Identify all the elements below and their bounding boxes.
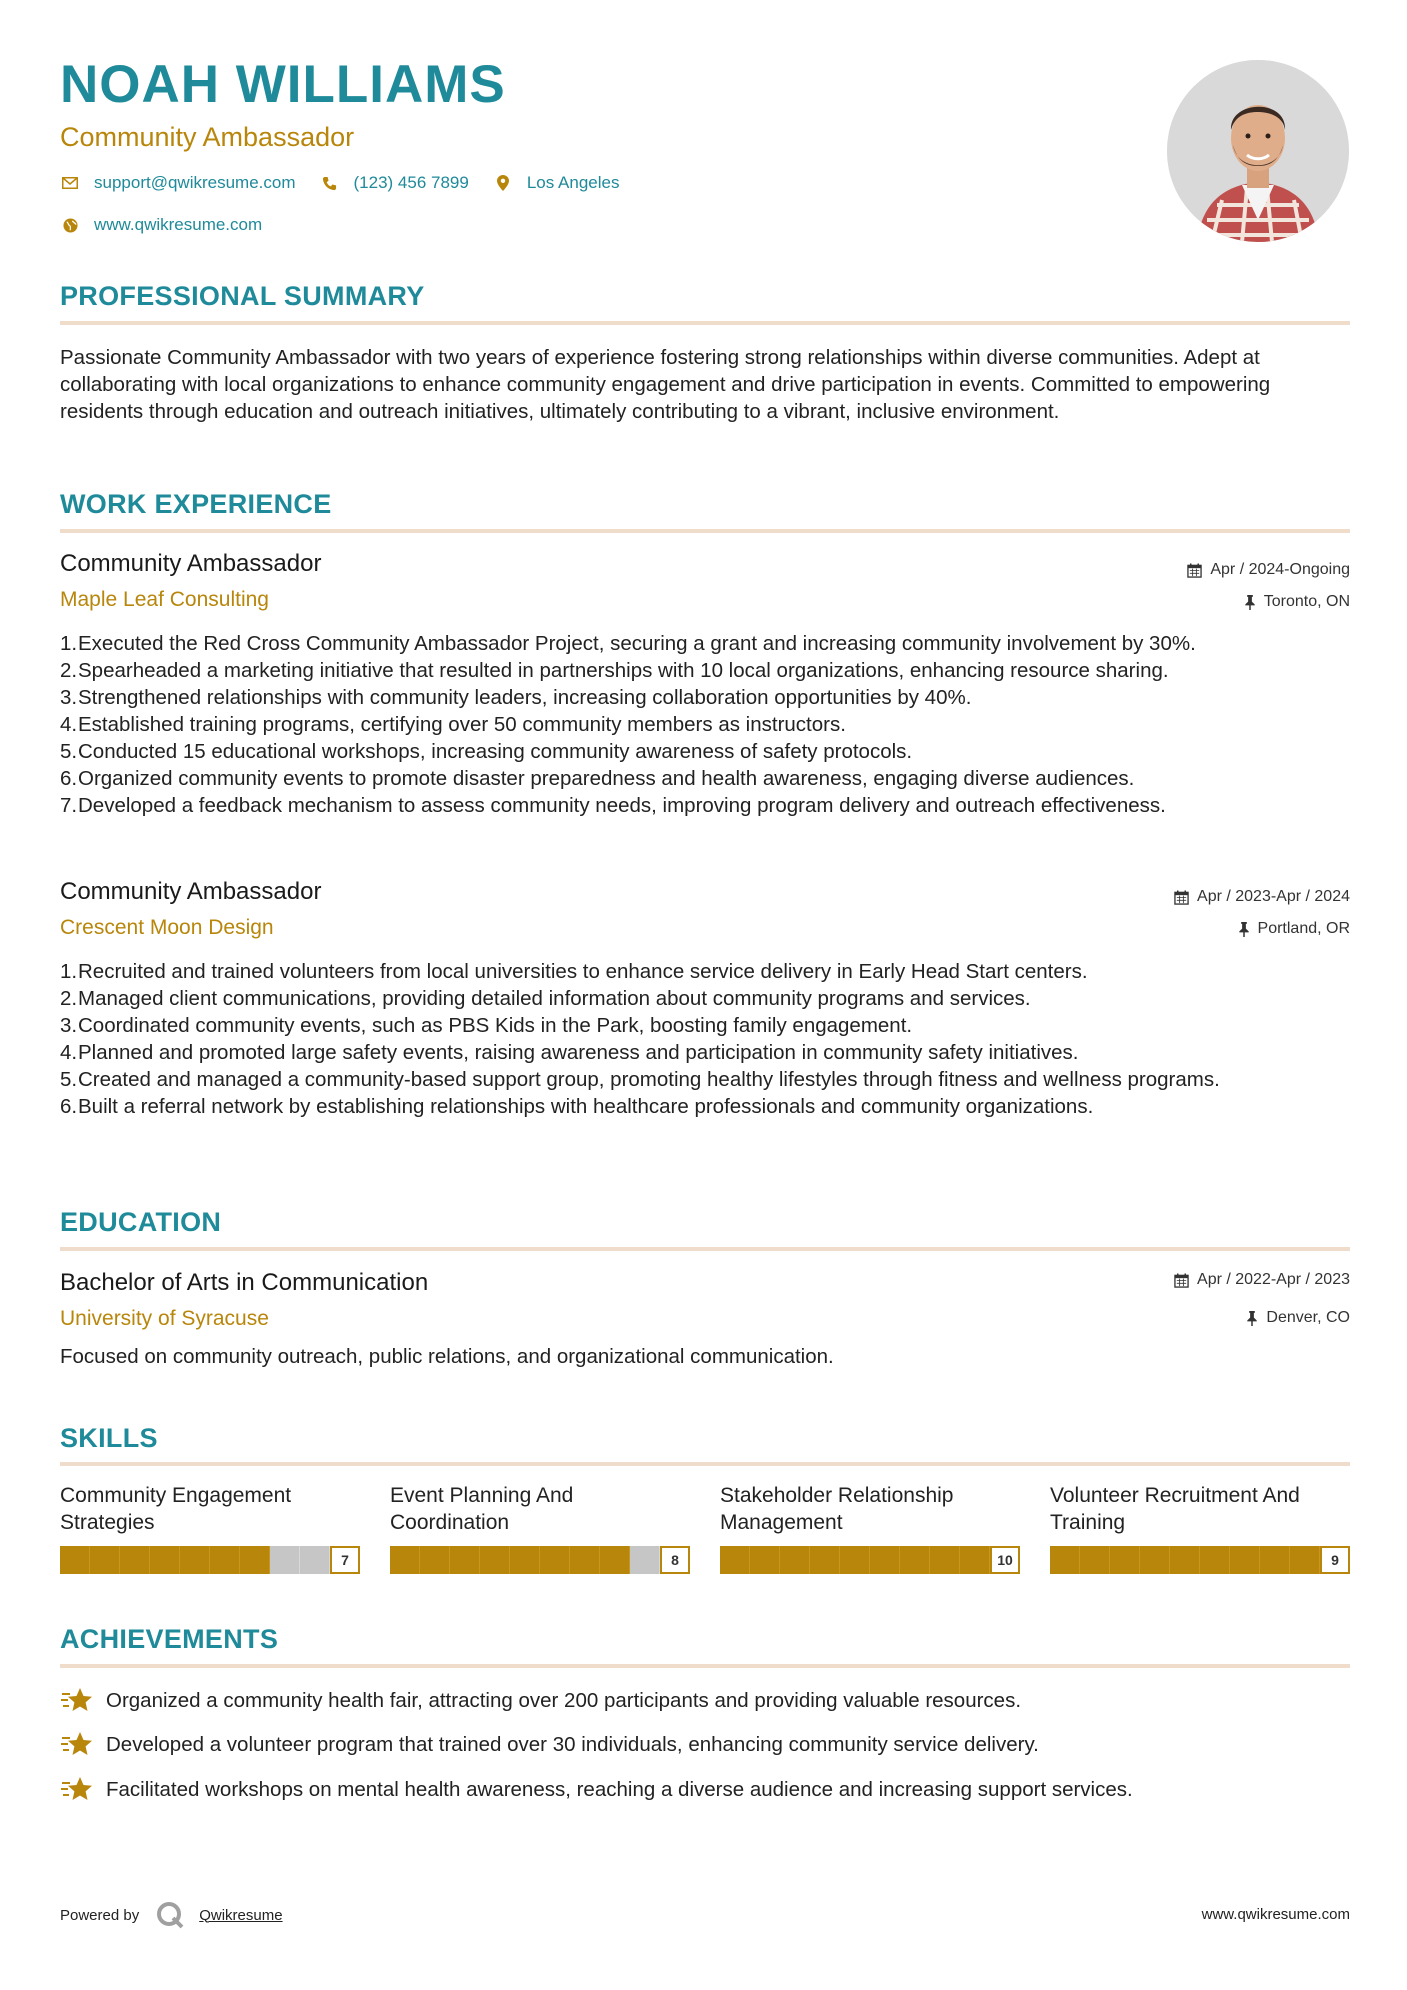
list-item: 6. Organized community events to promote disaster preparedness and health awareness, engaging diverse audiences. xyxy=(60,767,1135,790)
job-location xyxy=(1244,593,1350,611)
globe-icon xyxy=(60,215,80,235)
skill-bar xyxy=(390,1546,690,1574)
skill-segment xyxy=(240,1546,270,1574)
skill-segment xyxy=(90,1546,120,1574)
skills-divider xyxy=(60,1462,1350,1466)
skill-level-badge: 9 xyxy=(1320,1546,1350,1574)
contact-row-1 xyxy=(60,173,643,193)
skill-item xyxy=(390,1482,690,1574)
list-item: 4. Established training programs, certifying over 50 community members as instructors. xyxy=(60,713,846,736)
profile-photo xyxy=(1167,60,1349,242)
education-description: Focused on community outreach, public relations, and organizational communication. xyxy=(60,1345,834,1368)
skill-segment xyxy=(180,1546,210,1574)
skill-segment xyxy=(420,1546,450,1574)
skill-bar xyxy=(60,1546,360,1574)
job-dates-text: Apr / 2024-Ongoing xyxy=(1210,561,1350,578)
skill-segment xyxy=(480,1546,510,1574)
list-item: 1. Recruited and trained volunteers from local universities to enhance service delivery in Early Head Start centers. xyxy=(60,960,1088,983)
contact-row-2 xyxy=(60,215,286,235)
list-item: 6. Built a referral network by establishing relationships with healthcare professionals and community organizations. xyxy=(60,1095,1094,1118)
skill-segment xyxy=(1260,1546,1290,1574)
skill-segment xyxy=(570,1546,600,1574)
education-location xyxy=(1246,1309,1350,1327)
skill-item xyxy=(60,1482,360,1574)
qwikresume-link[interactable]: Qwikresume xyxy=(199,1906,283,1924)
achievement-text: Facilitated workshops on mental health awareness, reaching a diverse audience and increasing support services. xyxy=(106,1778,1133,1801)
skill-segment xyxy=(1080,1546,1110,1574)
pushpin-icon xyxy=(1238,922,1250,937)
job-dates xyxy=(1174,888,1350,906)
skill-segment xyxy=(900,1546,930,1574)
summary-divider xyxy=(60,321,1350,325)
skill-segment xyxy=(840,1546,870,1574)
list-item: 2. Spearheaded a marketing initiative that resulted in partnerships with 10 local organizations, enhancing resource sharing. xyxy=(60,659,1169,682)
skill-label: Stakeholder Relationship Management xyxy=(720,1484,954,1534)
calendar-icon xyxy=(1187,563,1202,578)
job-title: Community Ambassador xyxy=(60,550,322,577)
achievement-item xyxy=(60,1686,1021,1716)
skill-bar xyxy=(720,1546,1020,1574)
skill-bar xyxy=(1050,1546,1350,1574)
email-text: support@qwikresume.com xyxy=(94,173,296,192)
job-bullets xyxy=(60,630,1350,819)
skill-segment xyxy=(630,1546,660,1574)
skill-level-badge: 8 xyxy=(660,1546,690,1574)
skill-segment xyxy=(960,1546,990,1574)
list-item: 1. Executed the Red Cross Community Ambassador Project, securing a grant and increasing community involvement by 30%. xyxy=(60,632,1196,655)
skill-segment xyxy=(1140,1546,1170,1574)
school-name: University of Syracuse xyxy=(60,1307,269,1330)
degree-title: Bachelor of Arts in Communication xyxy=(60,1269,429,1296)
powered-by-label: Powered by xyxy=(60,1906,140,1924)
skill-segment xyxy=(1290,1546,1320,1574)
achievement-item xyxy=(60,1730,1039,1760)
skill-segment xyxy=(450,1546,480,1574)
skill-level-badge: 10 xyxy=(990,1546,1020,1574)
skill-segment xyxy=(870,1546,900,1574)
contact-phone[interactable] xyxy=(320,173,469,193)
skill-segment xyxy=(210,1546,240,1574)
list-item: 7. Developed a feedback mechanism to assess community needs, improving program delivery and outreach effectiveness. xyxy=(60,794,1166,817)
location-text: Los Angeles xyxy=(526,173,620,192)
skill-segment xyxy=(120,1546,150,1574)
pushpin-icon xyxy=(1244,595,1256,610)
job-dates-text: Apr / 2023-Apr / 2024 xyxy=(1197,888,1350,905)
education-heading: EDUCATION xyxy=(60,1207,222,1237)
achievements-divider xyxy=(60,1664,1350,1668)
experience-heading: WORK EXPERIENCE xyxy=(60,489,332,519)
achievement-item xyxy=(60,1775,1133,1805)
experience-divider xyxy=(60,529,1350,533)
education-dates xyxy=(1174,1271,1350,1289)
phone-icon xyxy=(320,173,340,193)
skill-segment xyxy=(1110,1546,1140,1574)
skill-segment xyxy=(930,1546,960,1574)
skill-segment xyxy=(1170,1546,1200,1574)
calendar-icon xyxy=(1174,890,1189,905)
list-item: 2. Managed client communications, providing detailed information about community programs and services. xyxy=(60,987,1031,1010)
contact-website[interactable] xyxy=(60,215,262,235)
skill-segment xyxy=(1050,1546,1080,1574)
skill-label: Event Planning And Coordination xyxy=(390,1484,574,1534)
skill-segment xyxy=(1230,1546,1260,1574)
job-company: Maple Leaf Consulting xyxy=(60,588,269,611)
pushpin-icon xyxy=(1246,1311,1258,1326)
list-item: 5. Created and managed a community-based support group, promoting healthy lifestyles through fitness and wellness programs. xyxy=(60,1068,1220,1091)
list-item: 3. Coordinated community events, such as PBS Kids in the Park, boosting family engagement. xyxy=(60,1014,913,1037)
skill-segment xyxy=(150,1546,180,1574)
job-bullets xyxy=(60,958,1350,1120)
job-location-text: Toronto, ON xyxy=(1263,593,1350,610)
job-location xyxy=(1238,920,1350,938)
achievements-heading: ACHIEVEMENTS xyxy=(60,1624,279,1654)
star-icon xyxy=(60,1775,94,1805)
skill-segment xyxy=(270,1546,300,1574)
job-location-text: Portland, OR xyxy=(1257,920,1350,937)
qwikresume-logo-icon xyxy=(155,1900,185,1930)
education-dates-text: Apr / 2022-Apr / 2023 xyxy=(1197,1271,1350,1288)
list-item: 4. Planned and promoted large safety events, raising awareness and participation in community safety initiatives. xyxy=(60,1041,1079,1064)
education-divider xyxy=(60,1247,1350,1251)
map-pin-icon xyxy=(493,173,513,193)
job-company: Crescent Moon Design xyxy=(60,916,274,939)
contact-email[interactable] xyxy=(60,173,296,193)
star-icon xyxy=(60,1730,94,1760)
phone-text: (123) 456 7899 xyxy=(353,173,469,192)
skill-segment xyxy=(60,1546,90,1574)
job-dates xyxy=(1187,561,1350,579)
envelope-icon xyxy=(60,173,80,193)
education-location-text: Denver, CO xyxy=(1266,1309,1350,1326)
summary-heading: PROFESSIONAL SUMMARY xyxy=(60,281,425,311)
skill-segment xyxy=(810,1546,840,1574)
job-title: Community Ambassador xyxy=(60,878,322,905)
skill-label: Volunteer Recruitment And Training xyxy=(1050,1484,1300,1534)
skill-segment xyxy=(540,1546,570,1574)
candidate-role: Community Ambassador xyxy=(60,122,355,152)
footer-url[interactable]: www.qwikresume.com xyxy=(1201,1906,1350,1923)
skill-segment xyxy=(1200,1546,1230,1574)
list-item: 5. Conducted 15 educational workshops, increasing community awareness of safety protocols. xyxy=(60,740,913,763)
summary-text: Passionate Community Ambassador with two years of experience fostering strong relationships within diverse communities. Adept at collaborating with local organizations to enhance community engagement and drive participation in events. Committed to empowering residents through education and outreach initiatives, ultimately contributing to a vibrant, inclusive environment. xyxy=(60,346,1271,423)
skill-segment xyxy=(750,1546,780,1574)
skill-segment xyxy=(600,1546,630,1574)
skill-item xyxy=(720,1482,1020,1574)
skill-segment xyxy=(720,1546,750,1574)
skill-item xyxy=(1050,1482,1350,1574)
calendar-icon xyxy=(1174,1273,1189,1288)
website-text: www.qwikresume.com xyxy=(94,215,263,234)
contact-location xyxy=(493,173,620,193)
skill-segment xyxy=(510,1546,540,1574)
achievement-text: Organized a community health fair, attracting over 200 participants and providing valuable resources. xyxy=(106,1689,1022,1712)
skill-segment xyxy=(390,1546,420,1574)
skills-heading: SKILLS xyxy=(60,1423,158,1453)
skill-segment xyxy=(300,1546,330,1574)
skill-level-badge: 7 xyxy=(330,1546,360,1574)
list-item: 3. Strengthened relationships with community leaders, increasing collaboration opportunities by 40%. xyxy=(60,686,972,709)
skill-segment xyxy=(780,1546,810,1574)
skill-label: Community Engagement Strategies xyxy=(60,1484,292,1534)
candidate-name: NOAH WILLIAMS xyxy=(60,55,506,114)
star-icon xyxy=(60,1686,94,1716)
footer-powered-by xyxy=(60,1900,283,1930)
achievement-text: Developed a volunteer program that trained over 30 individuals, enhancing community service delivery. xyxy=(106,1733,1039,1756)
